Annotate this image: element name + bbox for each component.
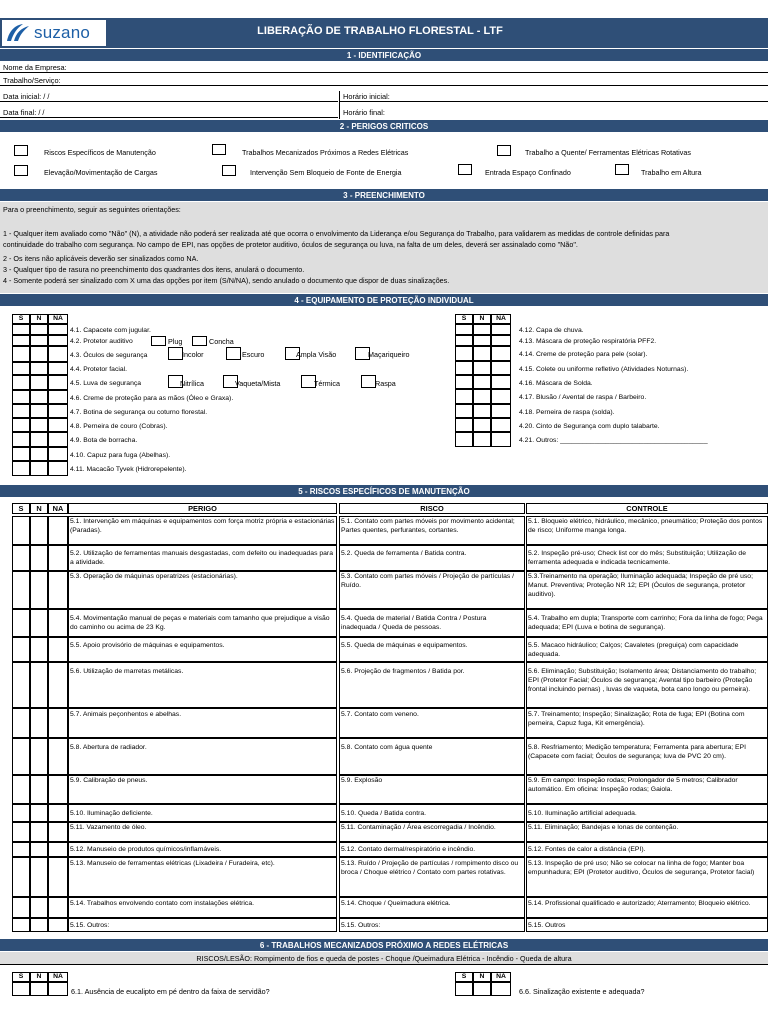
epi-item-label: 4.9. Bota de borracha. bbox=[70, 437, 138, 444]
perigo-text: 5.6. Utilização de marretas metálicas. bbox=[70, 668, 184, 675]
risco-text: 5.2. Queda de ferramenta / Batida contra. bbox=[341, 550, 467, 557]
perigo-label-6: Entrada Espaço Confinado bbox=[485, 168, 571, 177]
epi-sn-cell[interactable] bbox=[30, 324, 48, 335]
controle-text: 5.12. Fontes de calor a distância (EPI). bbox=[528, 846, 646, 853]
epi-item-label: 4.12. Capa de chuva. bbox=[519, 327, 584, 334]
perigo-checkbox-5[interactable] bbox=[222, 165, 236, 176]
controle-text: 5.10. Iluminação artificial adequada. bbox=[528, 809, 637, 817]
risco-sn-cell[interactable] bbox=[48, 775, 68, 804]
epi-sn-cell[interactable] bbox=[48, 346, 68, 362]
risco-header: RISCO bbox=[339, 503, 525, 514]
opt-vaqueta-label: Vaqueta/Mista bbox=[235, 379, 281, 388]
epi-item-label: 4.20. Cinto de Segurança com duplo talabarte. bbox=[519, 422, 660, 430]
epi-sn-cell[interactable] bbox=[12, 461, 30, 476]
epi-sn-cell[interactable] bbox=[12, 418, 30, 432]
perigo-text: 5.1. Intervenção em máquinas e equipamentos com força motriz própria e estacionárias (Paradas). bbox=[70, 518, 335, 534]
epi-sn-cell[interactable] bbox=[473, 432, 491, 447]
risco-sn-cell[interactable] bbox=[48, 897, 68, 918]
risco-sn-cell[interactable] bbox=[30, 738, 48, 775]
risco-text: 5.9. Explosão bbox=[341, 777, 383, 784]
risco-text: 5.15. Outros: bbox=[341, 921, 381, 929]
perigo-text: 5.3. Operação de máquinas operatrizes (estacionárias). bbox=[70, 573, 238, 580]
opt-plug-checkbox[interactable] bbox=[151, 336, 166, 346]
risco-sn-cell[interactable] bbox=[30, 662, 48, 708]
instr-line-0: Para o preenchimento, seguir as seguintes orientações: bbox=[3, 205, 181, 214]
epi-item-label: 4.11. Macacão Tyvek (Hidrorepelente). bbox=[70, 466, 187, 473]
opt-raspa-label: Raspa bbox=[375, 379, 396, 388]
risco-sn-cell[interactable] bbox=[30, 516, 48, 545]
perigo-label-4: Elevação/Movimentação de Cargas bbox=[44, 168, 158, 177]
perigo-text: 5.15. Outros: bbox=[70, 921, 110, 929]
instr-line-2: 1 - Qualquer item avaliado como "Não" (N), a atividade não poderá ser realizada até que ocorra o envolvimento da Liderança e/ou Segurança do Trabalho, para validarem as medidas de controle definidas para bbox=[3, 229, 670, 238]
epi-sn-cell[interactable] bbox=[455, 418, 473, 432]
controle-text: 5.1. Bloqueio elétrico, hidráulico, mecânico, pneumático; Proteção dos pontos de risco; Uniforme manga longa. bbox=[528, 518, 763, 534]
risco-sn-cell[interactable] bbox=[12, 918, 30, 932]
controle-text: 5.14. Profissional qualificado e autorizado; Aterramento; Bloqueio elétrico. bbox=[528, 899, 751, 907]
risco-sn-cell[interactable] bbox=[48, 545, 68, 571]
risco-sn-cell[interactable] bbox=[30, 822, 48, 842]
risco-text: 5.1. Contato com partes móveis por movimento acidental; Partes quentes, perfurantes, cortantes. bbox=[341, 518, 515, 534]
epi-sn-cell[interactable] bbox=[455, 432, 473, 447]
epi-item-label: 4.14. Creme de proteção para pele (solar). bbox=[519, 351, 648, 358]
epi-sn-cell[interactable] bbox=[491, 418, 511, 432]
opt-termica-label: Térmica bbox=[314, 379, 340, 388]
risco-sn-cell[interactable] bbox=[48, 708, 68, 738]
controle-text: 5.6. Eliminação; Substituição; Isolamento área; Distanciamento do trabalho; EPI (Protetor Facial; Óculos de segurança; Avental tipo barbeiro (Proteção frontal incluindo pernas) , luvas de vaqueta, bota cano longo ou perneira). bbox=[528, 668, 757, 693]
risco-sn-cell[interactable] bbox=[12, 857, 30, 897]
epi-sn-cell[interactable] bbox=[48, 404, 68, 418]
controle-text: 5.7. Treinamento; Inspeção; Sinalização; Rota de fuga; EPI (Botina com perneira, Capuz fuga, Kit emergência). bbox=[528, 710, 745, 727]
epi-sn-cell[interactable] bbox=[491, 404, 511, 418]
section-6-header: 6 - TRABALHOS MECANIZADOS PRÓXIMO A REDES ELÉTRICAS bbox=[0, 938, 768, 951]
epi-sn-cell[interactable] bbox=[473, 335, 491, 346]
risco-sn-cell[interactable] bbox=[12, 842, 30, 857]
s6-sn-header-s: S bbox=[455, 972, 473, 982]
epi-item-label: 4.15. Colete ou uniforme refletivo (Atividades Noturnas). bbox=[519, 365, 689, 373]
risco-sn-cell[interactable] bbox=[48, 738, 68, 775]
s6-sn-header-n: N bbox=[473, 972, 491, 982]
risco-sn-cell[interactable] bbox=[30, 804, 48, 822]
opt-concha-checkbox[interactable] bbox=[192, 336, 207, 346]
epi-sn-cell[interactable] bbox=[30, 447, 48, 461]
epi-sn-cell[interactable] bbox=[455, 324, 473, 335]
controle-text: 5.5. Macaco hidráulico; Calços; Cavaletes (preguiça) com capacidade adequada. bbox=[528, 641, 739, 658]
epi-sn-cell[interactable] bbox=[455, 404, 473, 418]
perigo-text: 5.11. Vazamento de óleo. bbox=[70, 824, 147, 831]
epi-item-label: 4.7. Botina de segurança ou coturno florestal. bbox=[70, 408, 208, 416]
opt-plug-label: Plug bbox=[168, 337, 183, 346]
epi-sn-cell[interactable] bbox=[48, 432, 68, 447]
epi-item-label: 4.18. Perneira de raspa (solda). bbox=[519, 408, 615, 416]
section-3-header: 3 - PREENCHIMENTO bbox=[0, 188, 768, 201]
risco-sn-cell[interactable] bbox=[30, 857, 48, 897]
risco-sn-cell[interactable] bbox=[12, 609, 30, 637]
risco-sn-cell[interactable] bbox=[12, 897, 30, 918]
opt-macariqueiro-label: Maçariqueiro bbox=[368, 350, 410, 359]
epi-sn-cell[interactable] bbox=[30, 404, 48, 418]
risco-sn-cell[interactable] bbox=[30, 775, 48, 804]
epi-sn-cell[interactable] bbox=[473, 375, 491, 389]
risco-sn-cell[interactable] bbox=[12, 662, 30, 708]
section-5-header: 5 - RISCOS ESPECÍFICOS DE MANUTENÇÃO bbox=[0, 484, 768, 497]
s6-sn-header-na: NA bbox=[48, 972, 68, 982]
risco-sn-cell[interactable] bbox=[48, 918, 68, 932]
perigo-text: 5.13. Manuseio de ferramentas elétricas (Lixadeira / Furadeira, etc). bbox=[70, 860, 275, 867]
sn-header-n: N bbox=[30, 314, 48, 324]
suzano-leaf-icon bbox=[5, 23, 31, 43]
risco-sn-cell[interactable] bbox=[12, 708, 30, 738]
risco-sn-cell[interactable] bbox=[12, 545, 30, 571]
risco-sn-cell[interactable] bbox=[48, 822, 68, 842]
empresa-field[interactable]: Nome da Empresa: bbox=[0, 62, 768, 73]
epi-sn-cell[interactable] bbox=[48, 335, 68, 346]
s6-sn-cell[interactable] bbox=[12, 982, 30, 996]
risco-sn-cell[interactable] bbox=[48, 609, 68, 637]
risco-sn-cell[interactable] bbox=[48, 516, 68, 545]
instr-line-3: continuidade do trabalho com segurança. No campo de EPI, nas opções de protetor auditivo, óculos de segurança ou luva, na falta de um deles, deverá ser assinalado como "Não". bbox=[3, 240, 578, 249]
controle-text: 5.3.Treinamento na operação; Iluminação adequada; Inspeção de pré uso; Manut. Preventiva; Proteção NR 12; EPI (Óculos de segurança, protetor auditivo). bbox=[528, 573, 753, 598]
controle-text: 5.9. Em campo: Inspeção rodas; Prolongador de 5 metros; Calibrador automático. Em oficina: Inspeção rodas; Gaiola. bbox=[528, 777, 738, 793]
risco-text: 5.3. Contato com partes móveis / Projeção de partículas / Ruído. bbox=[341, 573, 515, 589]
epi-item-label: 4.2. Protetor auditivo bbox=[70, 338, 133, 345]
epi-sn-cell[interactable] bbox=[12, 346, 30, 362]
risco-text: 5.5. Queda de máquinas e equipamentos. bbox=[341, 641, 468, 649]
epi-sn-cell[interactable] bbox=[491, 375, 511, 389]
epi-sn-cell[interactable] bbox=[455, 335, 473, 346]
epi-sn-cell[interactable] bbox=[48, 362, 68, 375]
item-6-6: 6.6. Sinalização existente e adequada? bbox=[519, 987, 645, 996]
epi-item-label: 4.13. Máscara de proteção respiratória PFF2. bbox=[519, 338, 657, 345]
perigo-label-2: Trabalhos Mecanizados Próximos a Redes Elétricas bbox=[242, 148, 409, 157]
section-2-header: 2 - PERIGOS CRITICOS bbox=[0, 119, 768, 132]
epi-sn-cell[interactable] bbox=[473, 324, 491, 335]
data-final-field[interactable]: Data final: / / bbox=[0, 107, 338, 118]
epi-sn-cell[interactable] bbox=[455, 361, 473, 375]
epi-sn-cell[interactable] bbox=[491, 346, 511, 361]
sn-header-s: S bbox=[455, 314, 473, 324]
opt-ampla-visao-label: Ampla Visão bbox=[296, 350, 337, 359]
sn-header-s: S bbox=[12, 314, 30, 324]
epi-sn-cell[interactable] bbox=[30, 335, 48, 346]
risco-sn-cell[interactable] bbox=[30, 609, 48, 637]
controle-text: 5.11. Eliminação; Bandejas e lonas de contenção. bbox=[528, 824, 679, 831]
epi-sn-cell[interactable] bbox=[48, 375, 68, 390]
epi-sn-cell[interactable] bbox=[48, 418, 68, 432]
epi-item-label: 4.3. Óculos de segurança bbox=[70, 351, 148, 359]
epi-sn-cell[interactable] bbox=[48, 461, 68, 476]
opt-raspa-checkbox[interactable] bbox=[361, 375, 376, 388]
opt-escuro-label: Escuro bbox=[242, 350, 265, 359]
trabalho-field[interactable]: Trabalho/Serviço: bbox=[0, 75, 768, 86]
epi-item-label: 4.4. Protetor facial. bbox=[70, 366, 128, 373]
opt-incolor-checkbox[interactable] bbox=[168, 347, 183, 360]
perigo-label-3: Trabalho a Quente/ Ferramentas Elétricas Rotativas bbox=[525, 148, 691, 157]
section-6-subtitle: RISCOS/LESÃO: Rompimento de fios e queda de postes - Choque /Queimadura Elétrica - Incêndio - Queda de altura bbox=[0, 952, 768, 965]
epi-sn-cell[interactable] bbox=[30, 375, 48, 390]
s6-sn-cell[interactable] bbox=[491, 982, 511, 996]
perigo-label-1: Riscos Específicos de Manutenção bbox=[44, 148, 156, 157]
epi-item-label: 4.8. Perneira de couro (Cobras). bbox=[70, 422, 168, 430]
risco-sn-cell[interactable] bbox=[30, 637, 48, 662]
opt-escuro-checkbox[interactable] bbox=[226, 347, 241, 360]
instr-line-6: 4 - Somente poderá ser sinalizado com X uma das opções por item (S/N/NA), sendo anulado o documento que dispor de duas sinalizações. bbox=[3, 276, 450, 285]
perigo-label-5: Intervenção Sem Bloqueio de Fonte de Energia bbox=[250, 168, 402, 177]
perigo-text: 5.5. Apoio provisório de máquinas e equipamentos. bbox=[70, 641, 225, 649]
risco-sn-cell[interactable] bbox=[48, 804, 68, 822]
horario-final-field[interactable]: Horário final: bbox=[343, 108, 385, 117]
s6-sn-cell[interactable] bbox=[455, 982, 473, 996]
epi-sn-cell[interactable] bbox=[473, 418, 491, 432]
epi-sn-cell[interactable] bbox=[12, 390, 30, 404]
epi-sn-cell[interactable] bbox=[491, 324, 511, 335]
perigo-text: 5.14. Trabalhos envolvendo contato com instalações elétrica. bbox=[70, 899, 255, 907]
s6-sn-cell[interactable] bbox=[473, 982, 491, 996]
perigo-checkbox-1[interactable] bbox=[14, 145, 28, 156]
perigo-text: 5.9. Calibração de pneus. bbox=[70, 777, 148, 784]
epi-sn-cell[interactable] bbox=[455, 375, 473, 389]
epi-item-label: 4.5. Luva de segurança bbox=[70, 380, 142, 387]
sn-header-na: NA bbox=[491, 314, 511, 324]
horario-inicial-field[interactable]: Horário inicial: bbox=[340, 91, 768, 102]
epi-sn-cell[interactable] bbox=[473, 389, 491, 404]
divider bbox=[339, 91, 340, 119]
risco-text: 5.4. Queda de material / Batida Contra / Postura inadequada / Queda de pessoas. bbox=[341, 615, 487, 631]
sn-header-na: NA bbox=[48, 503, 68, 514]
s6-sn-header-n: N bbox=[30, 972, 48, 982]
risco-sn-cell[interactable] bbox=[30, 897, 48, 918]
controle-header: CONTROLE bbox=[526, 503, 768, 514]
risco-sn-cell[interactable] bbox=[30, 918, 48, 932]
risco-text: 5.13. Ruído / Projeção de partículas / rompimento disco ou broca / Choque elétrico / Contato com partes rotativas. bbox=[341, 860, 519, 876]
epi-item-label: 4.10. Capuz para fuga (Abelhas). bbox=[70, 451, 171, 459]
perigo-checkbox-4[interactable] bbox=[14, 165, 28, 176]
epi-item-label: 4.1. Capacete com jugular. bbox=[70, 327, 151, 334]
risco-sn-cell[interactable] bbox=[12, 804, 30, 822]
logo-text: suzano bbox=[34, 23, 91, 42]
epi-sn-cell[interactable] bbox=[30, 346, 48, 362]
risco-sn-cell[interactable] bbox=[12, 738, 30, 775]
epi-sn-cell[interactable] bbox=[12, 335, 30, 346]
logo bbox=[2, 20, 106, 46]
perigo-checkbox-7[interactable] bbox=[615, 164, 629, 175]
perigo-text: 5.7. Animais peçonhentos e abelhas. bbox=[70, 710, 182, 718]
epi-sn-cell[interactable] bbox=[48, 447, 68, 461]
risco-sn-cell[interactable] bbox=[12, 822, 30, 842]
risco-sn-cell[interactable] bbox=[48, 857, 68, 897]
epi-item-label: 4.21. Outros: _______________________________________ bbox=[519, 437, 708, 444]
perigo-checkbox-2[interactable] bbox=[212, 144, 226, 155]
risco-sn-cell[interactable] bbox=[12, 775, 30, 804]
risco-text: 5.10. Queda / Batida contra. bbox=[341, 809, 427, 817]
epi-sn-cell[interactable] bbox=[455, 346, 473, 361]
perigo-header: PERIGO bbox=[68, 503, 337, 514]
epi-sn-cell[interactable] bbox=[491, 361, 511, 375]
epi-sn-cell[interactable] bbox=[30, 390, 48, 404]
s6-sn-header-na: NA bbox=[491, 972, 511, 982]
epi-sn-cell[interactable] bbox=[473, 346, 491, 361]
epi-sn-cell[interactable] bbox=[48, 324, 68, 335]
s6-sn-cell[interactable] bbox=[30, 982, 48, 996]
controle-text: 5.15. Outros bbox=[528, 921, 566, 929]
section-4-header: 4 - EQUIPAMENTO DE PROTEÇÃO INDIVIDUAL bbox=[0, 293, 768, 306]
risco-sn-cell[interactable] bbox=[48, 637, 68, 662]
controle-text: 5.2. Inspeção pré-uso; Check list cor do mês; Substituição; Utilização de ferramenta adequada e indicada tecnicamente. bbox=[528, 550, 746, 566]
epi-sn-cell[interactable] bbox=[12, 404, 30, 418]
perigo-text: 5.12. Manuseio de produtos químicos/inflamáveis. bbox=[70, 846, 222, 853]
opt-concha-label: Concha bbox=[209, 337, 234, 346]
perigo-text: 5.2. Utilização de ferramentas manuais desgastadas, com defeito ou inadequadas para a atividade. bbox=[70, 550, 333, 566]
epi-sn-cell[interactable] bbox=[30, 362, 48, 375]
item-6-1: 6.1. Ausência de eucalipto em pé dentro da faixa de servidão? bbox=[71, 987, 270, 996]
epi-sn-cell[interactable] bbox=[455, 389, 473, 404]
epi-item-label: 4.6. Creme de proteção para as mãos (Óleo e Graxa). bbox=[70, 394, 234, 402]
perigo-text: 5.10. Iluminação deficiente. bbox=[70, 809, 153, 817]
risco-sn-cell[interactable] bbox=[12, 571, 30, 609]
risco-text: 5.11. Contaminação / Área escorregadia / Incêndio. bbox=[341, 824, 496, 831]
instr-line-5: 3 - Qualquer tipo de rasura no preenchimento dos quadrantes dos itens, anulará o documento. bbox=[3, 265, 305, 274]
risco-sn-cell[interactable] bbox=[48, 662, 68, 708]
risco-sn-cell[interactable] bbox=[12, 637, 30, 662]
opt-incolor-label: Incolor bbox=[182, 350, 204, 359]
controle-text: 5.13. Inspeção de pré uso; Não se colocar na linha de fogo; Manter boa empunhadura; EPI (Protetor auditivo, Óculos de segurança, Protetor facial) bbox=[528, 860, 755, 876]
risco-sn-cell[interactable] bbox=[30, 545, 48, 571]
epi-sn-cell[interactable] bbox=[491, 389, 511, 404]
risco-sn-cell[interactable] bbox=[30, 708, 48, 738]
risco-text: 5.12. Contato dermal/respiratório e incêndio. bbox=[341, 846, 476, 853]
epi-sn-cell[interactable] bbox=[30, 461, 48, 476]
epi-sn-cell[interactable] bbox=[12, 432, 30, 447]
epi-item-label: 4.17. Blusão / Avental de raspa / Barbeiro. bbox=[519, 394, 647, 401]
data-inicial-field[interactable]: Data inicial: / / bbox=[0, 91, 338, 102]
risco-sn-cell[interactable] bbox=[30, 571, 48, 609]
s6-sn-header-s: S bbox=[12, 972, 30, 982]
opt-nitrilica-label: Nitrílica bbox=[180, 379, 204, 388]
s6-sn-cell[interactable] bbox=[48, 982, 68, 996]
perigo-label-7: Trabalho em Altura bbox=[641, 168, 702, 177]
risco-text: 5.14. Choque / Queimadura elétrica. bbox=[341, 899, 451, 907]
sn-header-na: NA bbox=[48, 314, 68, 324]
risco-sn-cell[interactable] bbox=[12, 516, 30, 545]
epi-sn-cell[interactable] bbox=[491, 432, 511, 447]
sn-header-n: N bbox=[473, 314, 491, 324]
perigo-text: 5.4. Movimentação manual de peças e materiais com tamanho que prejudique a visão do caminho ou acima de 23 Kg. bbox=[70, 615, 330, 631]
section-1-header: 1 - IDENTIFICAÇÃO bbox=[0, 48, 768, 61]
risco-text: 5.6. Projeção de fragmentos / Batida por. bbox=[341, 668, 465, 675]
perigo-checkbox-3[interactable] bbox=[497, 145, 511, 156]
perigo-text: 5.8. Abertura de radiador. bbox=[70, 744, 147, 751]
epi-sn-cell[interactable] bbox=[12, 362, 30, 375]
epi-sn-cell[interactable] bbox=[12, 324, 30, 335]
risco-sn-cell[interactable] bbox=[48, 571, 68, 609]
epi-item-label: 4.16. Máscara de Solda. bbox=[519, 379, 593, 387]
instr-line-4: 2 - Os itens não aplicáveis deverão ser sinalizados como NA. bbox=[3, 254, 199, 263]
epi-sn-cell[interactable] bbox=[48, 390, 68, 404]
risco-sn-cell[interactable] bbox=[48, 842, 68, 857]
perigo-checkbox-6[interactable] bbox=[458, 164, 472, 175]
sn-header-s: S bbox=[12, 503, 30, 514]
controle-text: 5.4. Trabalho em dupla; Transporte com carrinho; Fora da linha de fogo; Pega adequada; EPI (Luva e botina de segurança). bbox=[528, 615, 763, 631]
epi-sn-cell[interactable] bbox=[30, 432, 48, 447]
epi-sn-cell[interactable] bbox=[12, 447, 30, 461]
epi-sn-cell[interactable] bbox=[473, 361, 491, 375]
epi-sn-cell[interactable] bbox=[473, 404, 491, 418]
risco-text: 5.7. Contato com veneno. bbox=[341, 710, 419, 718]
sn-header-n: N bbox=[30, 503, 48, 514]
page-title: LIBERAÇÃO DE TRABALHO FLORESTAL - LTF bbox=[257, 25, 503, 37]
epi-sn-cell[interactable] bbox=[12, 375, 30, 390]
risco-text: 5.8. Contato com água quente bbox=[341, 744, 433, 751]
risco-sn-cell[interactable] bbox=[30, 842, 48, 857]
epi-sn-cell[interactable] bbox=[30, 418, 48, 432]
epi-sn-cell[interactable] bbox=[491, 335, 511, 346]
controle-text: 5.8. Resfriamento; Medição temperatura; Ferramenta para abertura; EPI (Capacete com facial; Óculos de segurança; luva de PVC 20 cm). bbox=[528, 744, 746, 760]
